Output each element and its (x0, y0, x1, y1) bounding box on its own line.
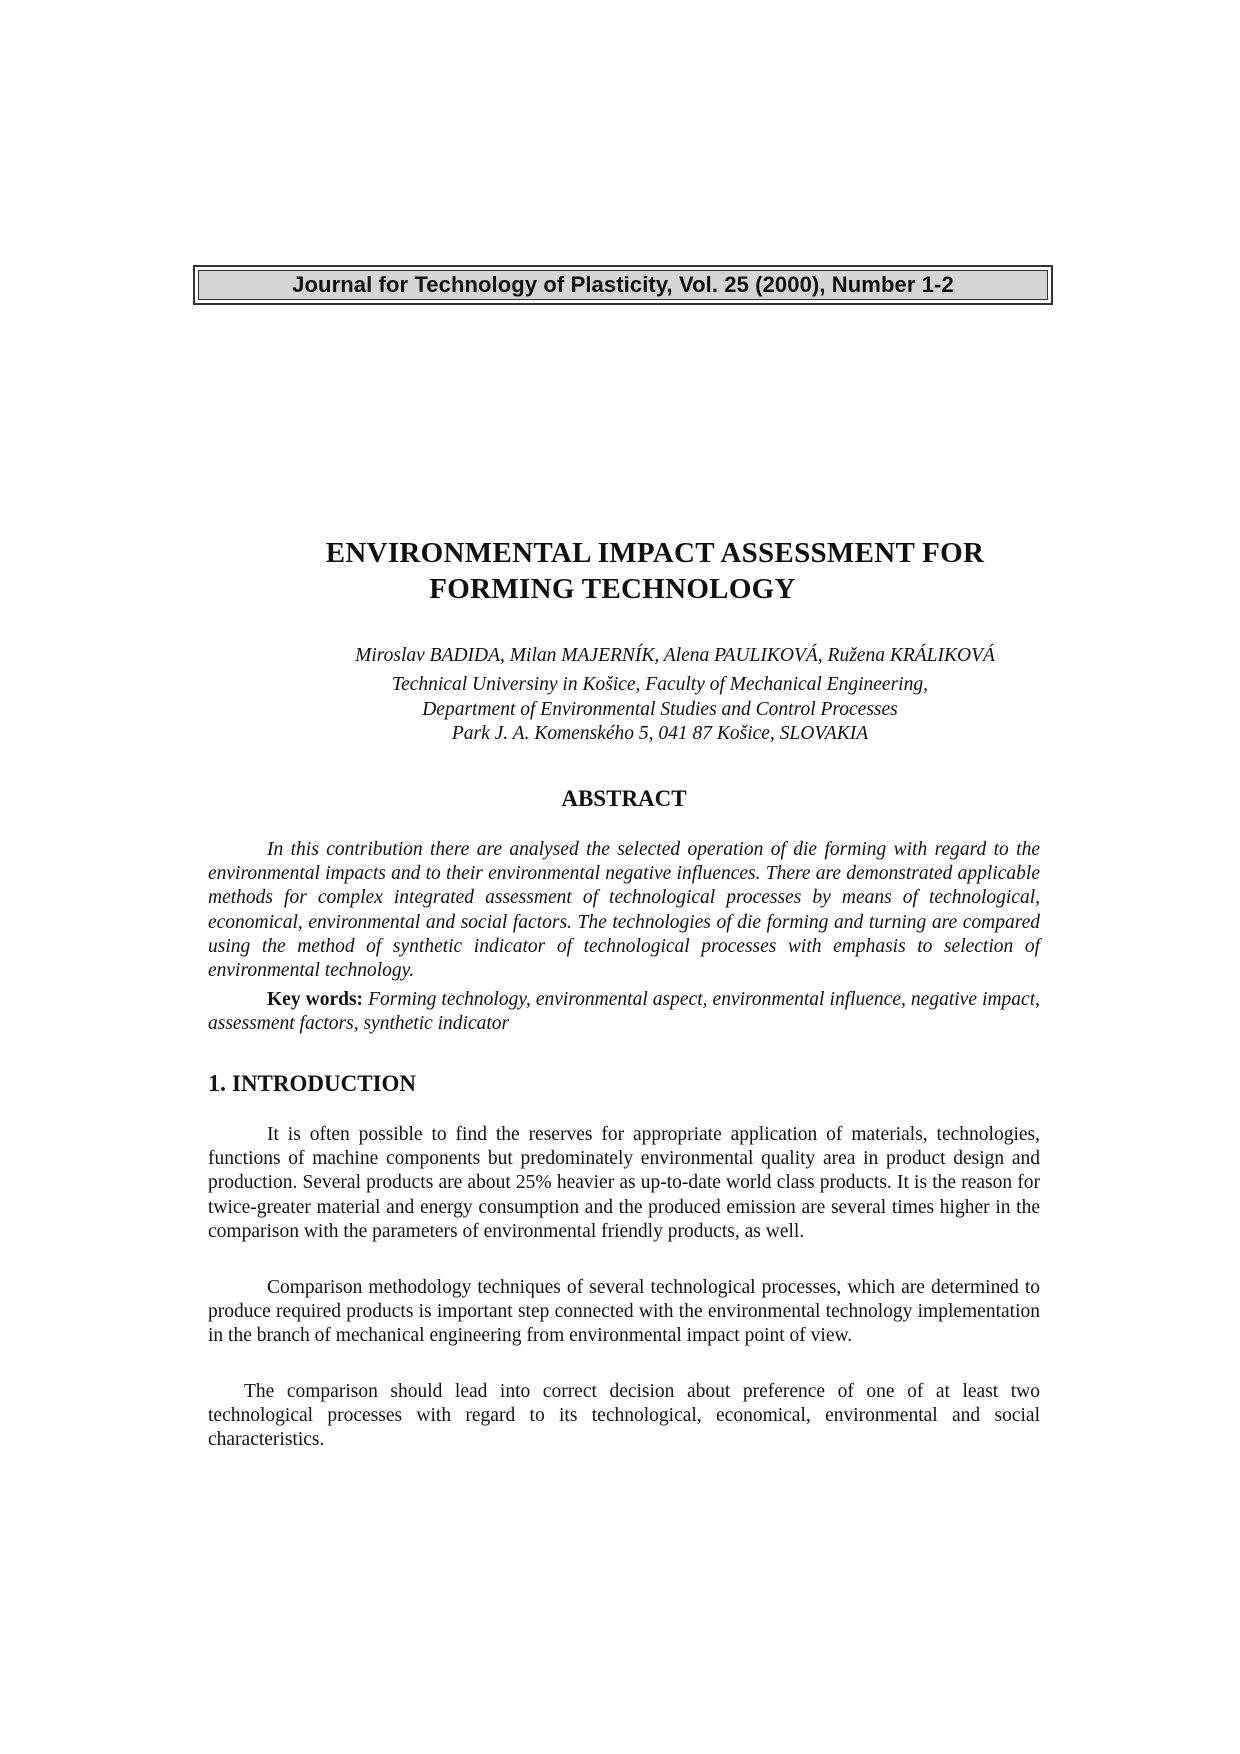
journal-header: Journal for Technology of Plasticity, Vol. 25 (2000), Number 1-2 (292, 272, 954, 297)
intro-paragraph-2: Comparison methodology techniques of several technological processes, which are determined to produce required products is important step connected with the environmental technology implementation in the branch of mechanical engineering from environmental impact point of view. (208, 1277, 1040, 1347)
abstract-heading: ABSTRACT (561, 786, 687, 811)
keywords-label: Key words: (267, 989, 364, 1010)
authors: Miroslav BADIDA, Milan MAJERNÍK, Alena PAULIKOVÁ, Ružena KRÁLIKOVÁ (355, 645, 995, 666)
section-title: INTRODUCTION (232, 1071, 417, 1096)
keywords-text: Forming technology, environmental aspect, environmental influence, negative impact, assessment factors, synthetic indicator (208, 989, 1040, 1035)
affiliation-line-1: Technical Universiny in Košice, Faculty of Mechanical Engineering, (392, 674, 928, 695)
journal-header-box (193, 265, 1053, 305)
paper-title-line-1: ENVIRONMENTAL IMPACT ASSESSMENT FOR (325, 537, 985, 569)
paper-title-line-2: FORMING TECHNOLOGY (429, 573, 796, 605)
intro-paragraph-1: It is often possible to find the reserves for appropriate application of materials, technologies, functions of machine components but predominately environmental quality area in product design and production. Several products are about 25% heavier as up-to-date world class products. It is the reason for twice-greater material and energy consumption and the produced emission are several times higher in the comparison with the parameters of environmental friendly products, as well. (208, 1124, 1040, 1242)
affiliation-line-3: Park J. A. Komenského 5, 041 87 Košice, SLOVAKIA (451, 723, 869, 744)
intro-paragraph-3: The comparison should lead into correct decision about preference of one of at least two technological processes with regard to its technological, economical, environmental and social characteristics. (208, 1381, 1040, 1451)
abstract-text: In this contribution there are analysed the selected operation of die forming with regard to the environmental impacts and to their environmental negative influences. There are demonstrated applicable methods for complex integrated assessment of technological processes by means of technological, economical, environmental and social factors. The technologies of die forming and turning are compared using the method of synthetic indicator of technological processes with emphasis to selection of environmental technology. (208, 839, 1040, 982)
section-heading-introduction (208, 1071, 416, 1098)
section-number: 1. (208, 1071, 226, 1097)
keywords (208, 988, 1040, 1036)
affiliation-line-2: Department of Environmental Studies and Control Processes (422, 699, 898, 720)
journal-header-inner (198, 270, 1048, 300)
